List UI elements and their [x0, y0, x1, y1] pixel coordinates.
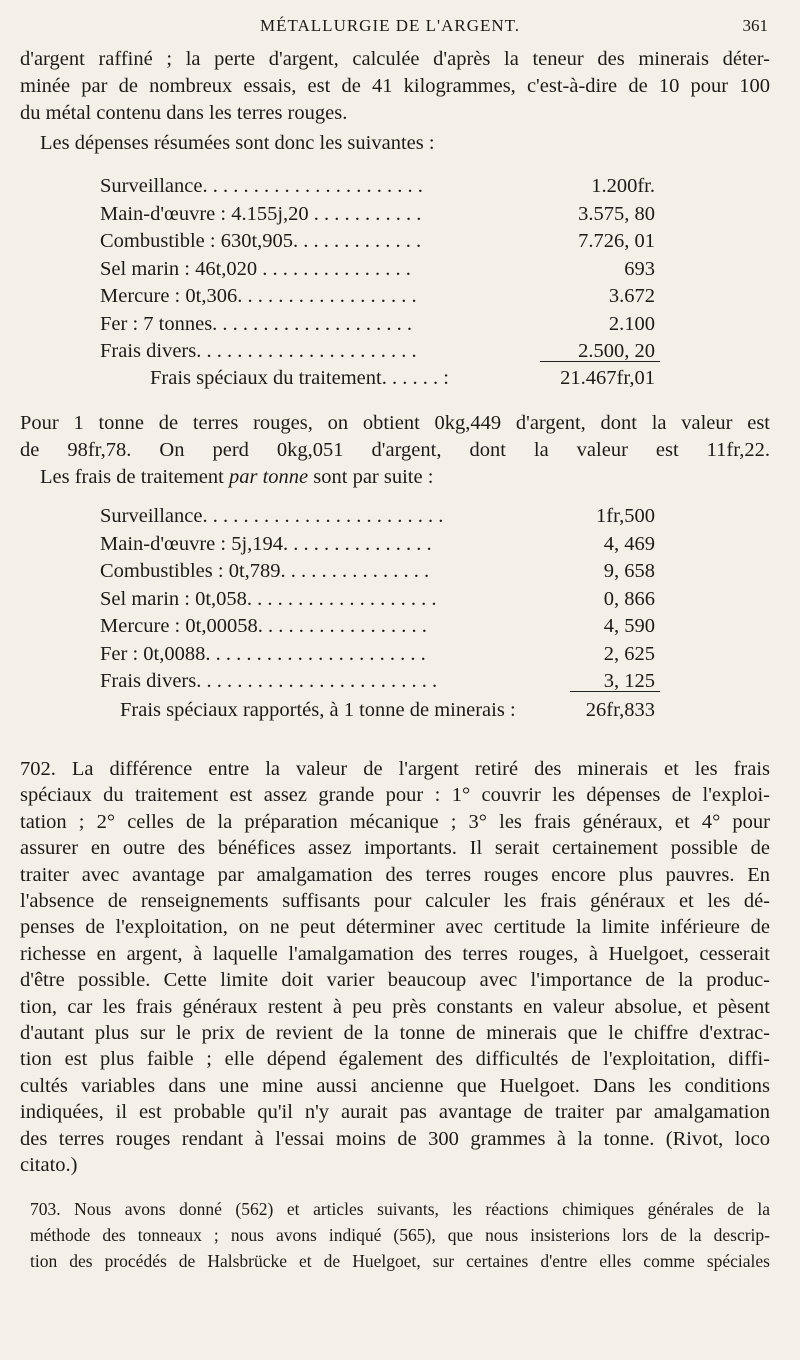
row-label: Fer : 0t,0088. . . . . . . . . . . . . . . . . . . . . .	[100, 642, 426, 665]
row-label: Mercure : 0t,306. . . . . . . . . . . . . . . . . .	[100, 285, 417, 307]
ton_paragraph-line: Pour 1 tonne de terres rouges, on obtient 0kg,449 d'argent, dont la valeur est	[20, 412, 770, 434]
page-number: 361	[742, 16, 768, 35]
total-value: 26fr,833	[585, 699, 655, 721]
row-label: Combustible : 630t,905. . . . . . . . . . . . .	[100, 230, 422, 252]
row-label: Sel marin : 0t,058. . . . . . . . . . . . . . . . . . .	[100, 587, 437, 610]
row-label: Fer : 7 tonnes. . . . . . . . . . . . . . . . . . . .	[100, 312, 413, 335]
row-value: 0, 866	[603, 587, 655, 610]
ton_paragraph-line: de 98fr,78. On perd 0kg,051 d'argent, dont la valeur est 11fr,22.	[20, 439, 770, 461]
table-row	[100, 200, 655, 228]
ton-paragraph	[20, 410, 770, 464]
row-value: 4, 590	[603, 615, 655, 637]
para702-line: cultés variables dans une mine aussi ancienne que Huelgoet. Dans les conditions	[20, 1074, 770, 1097]
intro_paragraph-line: d'argent raffiné ; la perte d'argent, calculée d'après la teneur des minerais déter-	[20, 48, 770, 70]
running-header	[0, 12, 800, 42]
intro_paragraph-line: minée par de nombreux essais, est de 41 kilogrammes, c'est-à-dire de 10 pour 100	[20, 75, 770, 97]
para702-line: l'absence de renseignements suffisants pour calculer les frais généraux et les dé-	[20, 890, 770, 913]
table-row	[100, 640, 655, 668]
para702-line: penses de l'exploitation, on ne peut déterminer avec certitude la limite inférieure de	[20, 916, 770, 939]
para703-line: 703. Nous avons donné (562) et articles suivants, les réactions chimiques générales de la	[30, 1199, 770, 1219]
row-label: Main-d'œuvre : 5j,194. . . . . . . . . . . . . . .	[100, 532, 432, 555]
table1-total-row	[150, 364, 655, 392]
intro_paragraph-line: du métal contenu dans les terres rouges.	[20, 102, 348, 124]
para702-line: tion est plus faible ; elle dépend également des difficultés de l'exploitation, diffi-	[20, 1048, 770, 1071]
row-value: 3, 125	[603, 670, 655, 692]
para702-last-line: citato.)	[20, 1154, 78, 1177]
row-value: 1.200fr.	[591, 175, 655, 197]
table-row	[100, 282, 655, 310]
row-label: Surveillance. . . . . . . . . . . . . . . . . . . . . . . .	[100, 505, 444, 527]
row-label: Sel marin : 46t,020 . . . . . . . . . . . . . . .	[100, 257, 411, 280]
para702-line: tion, car les frais généraux restent à peu près constants en valeur absolue, et pèsent	[20, 995, 770, 1018]
total-value: 21.467fr,01	[560, 367, 655, 389]
row-label: Frais divers. . . . . . . . . . . . . . . . . . . . . . . .	[100, 670, 438, 692]
para702-line: 702. La différence entre la valeur de l'argent retiré des minerais et les frais	[20, 758, 770, 780]
para702-line: spéciaux du traitement est assez grande pour : 1° couvrir les dépenses de l'exploi-	[20, 784, 770, 807]
row-label: Combustibles : 0t,789. . . . . . . . . . . . . . .	[100, 560, 430, 582]
table-row	[100, 172, 655, 200]
row-value: 3.575, 80	[578, 202, 655, 225]
row-value: 693	[624, 257, 655, 280]
row-value: 2, 625	[603, 642, 655, 665]
per-ton-emphasis: par tonne	[228, 466, 309, 488]
table-row	[100, 557, 655, 585]
row-value: 9, 658	[603, 560, 655, 582]
para702-line: d'autant plus sur le prix de revient de la tonne de minerais que le chiffre d'extrac-	[20, 1022, 770, 1045]
row-label: Surveillance. . . . . . . . . . . . . . . . . . . . . .	[100, 175, 423, 197]
row-label: Frais divers. . . . . . . . . . . . . . . . . . . . . .	[100, 340, 417, 362]
row-label: Main-d'œuvre : 4.155j,20 . . . . . . . . . . .	[100, 202, 422, 225]
paragraph-703	[30, 1196, 770, 1274]
per-ton-intro-text: Les frais de traitement	[40, 466, 229, 488]
para703-line: tion des procédés de Halsbrücke et de Huelgoet, sur certaines d'entre elles comme spéciales	[30, 1251, 770, 1271]
table-row	[100, 310, 655, 338]
total-label: Frais spéciaux du traitement. . . . . . :	[150, 367, 449, 389]
row-value: 4, 469	[603, 532, 655, 555]
total-label: Frais spéciaux rapportés, à 1 tonne de minerais :	[120, 699, 516, 721]
row-value: 7.726, 01	[578, 230, 655, 252]
table-row	[100, 502, 655, 530]
running-title: MÉTALLURGIE DE L'ARGENT.	[260, 16, 521, 35]
para702-line: assurer en outre des bénéfices assez importants. Il serait certainement possible de	[20, 837, 770, 860]
para702-line: d'être possible. Cette limite doit varier beaucoup avec l'importance de la produc-	[20, 969, 770, 992]
paragraph-702	[20, 756, 770, 1179]
para702-line: traiter avec avantage par amalgamation des terres rouges encore plus pauvres. En	[20, 863, 770, 886]
row-value: 2.100	[608, 312, 655, 335]
para702-line: tation ; 2° celles de la préparation mécanique ; 3° les frais généraux, et 4° pour	[20, 810, 770, 833]
para702-line: des terres rouges rendant à l'essai moins de 300 grammes à la tonne. (Rivot, loco	[20, 1127, 770, 1150]
para703-line: méthode des tonneaux ; nous avons indiqué (565), que nous insisterions lors de la descrip-	[30, 1225, 770, 1245]
table-row	[100, 530, 655, 558]
expenses-intro: Les dépenses résumées sont donc les suivantes :	[40, 132, 435, 154]
table-row	[100, 227, 655, 255]
row-value: 1fr,500	[596, 505, 655, 527]
row-value: 2.500, 20	[578, 340, 655, 362]
para702-line: indiquées, il est probable qu'il n'y aurait pas avantage de traiter par amalgamation	[20, 1101, 770, 1124]
para702-line: richesse en argent, à laquelle l'amalgamation des terres rouges, à Huelgoet, cesserait	[20, 942, 770, 965]
table1-sum-rule	[540, 361, 660, 362]
table-row	[100, 612, 655, 640]
table2-total-row	[120, 696, 655, 724]
table2-sum-rule	[570, 691, 660, 692]
per-ton-intro-end: sont par suite :	[308, 466, 434, 488]
per-ton-intro	[40, 465, 760, 491]
row-label: Mercure : 0t,00058. . . . . . . . . . . . . . . . .	[100, 615, 427, 637]
table-row	[100, 585, 655, 613]
row-value: 3.672	[608, 285, 655, 307]
intro-paragraph	[20, 46, 770, 127]
table-row	[100, 255, 655, 283]
